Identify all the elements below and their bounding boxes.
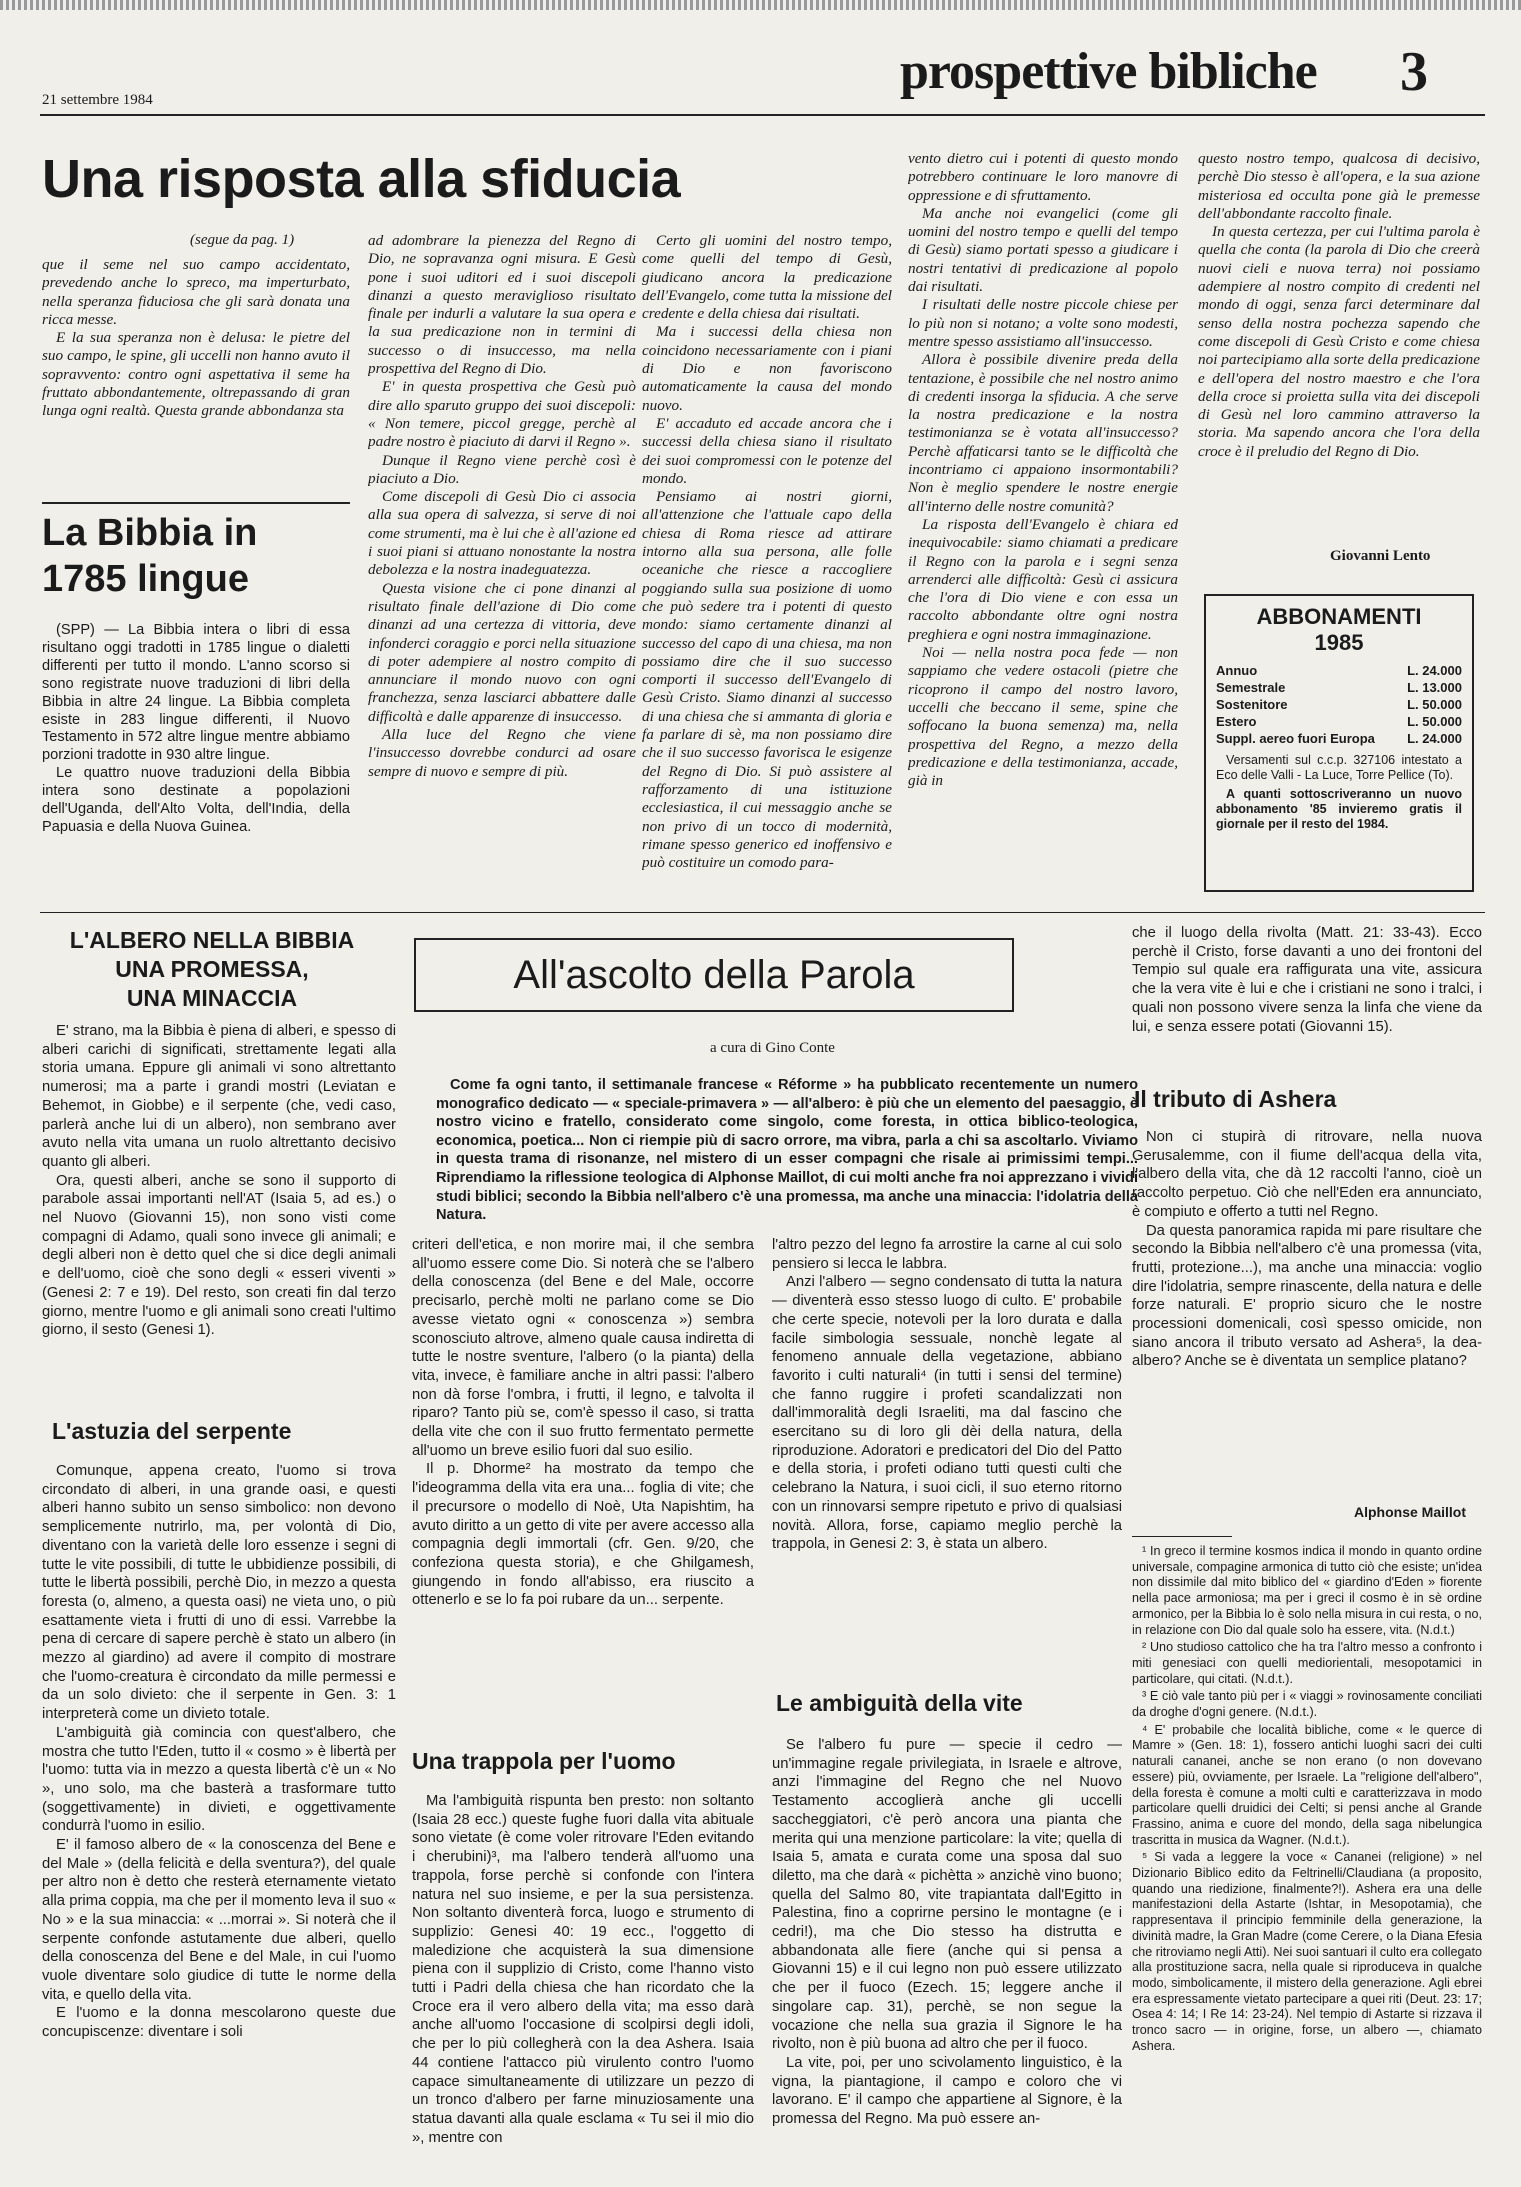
lead-signature: Giovanni Lento <box>1330 548 1431 564</box>
trappola-title: Una trappola per l'uomo <box>412 1748 676 1774</box>
paragraph: criteri dell'etica, e non morire mai, il che sembra all'uomo essere come Dio. Si noterà che se l'albero della conoscenza (del Bene e del Male, occorre precisarlo, perchè molti ne parlano come se Dio avesse vietato ogni « conoscenza ») sembra sconosciuto altrove, almeno quale causa indiretta di tutte le nostre sventure, l'albero (o la pianta) della vita, invece, è familiare anche in altri passi: l'albero non dà forse l'ombra, i frutti, il legno, e talvolta il riparo? Tanto più se, com'è spesso il caso, si tratta della vite che con il suo frutto fermentato permette all'uomo un breve esilio fuori dal suo esilio. <box>412 1237 754 1459</box>
footnotes <box>1132 1544 1482 2178</box>
paragraph: E' in questa prospettiva che Gesù può dire allo sparuto gruppo dei suoi discepoli: « Non temere, piccol gregge, perchè al padre nostro è piaciuto di darvi il Regno ». <box>368 378 636 451</box>
paragraph: L'ambiguità già comincia con quest'albero, che mostra che tutto l'Eden, tutto il « cosmo » è libertà per l'uomo: tutta via in mezzo a questa libertà c'è un « No », uno solo, ma che basterà a trasformare tutto (soggettivamente) in divieti, e oggettivamente condurrà l'uomo in esilio. <box>42 1724 396 1835</box>
albero-title-line: L'ALBERO NELLA BIBBIA <box>69 927 355 953</box>
ascolto-column-c-2 <box>1132 1128 1482 1498</box>
paragraph: Certo gli uomini del nostro tempo, come quelli del tempo di Gesù, giudicano ancora la predicazione dell'Evangelo, come tutta la missione del credente e della chiesa dai risultati. <box>642 232 892 323</box>
footnote: ² Uno studioso cattolico che ha tra l'altro messo a confronto i miti genesiaci con quelli mediorientali, mesopotamici in particolare, qui citati. (N.d.t.). <box>1132 1640 1482 1686</box>
paragraph: vento dietro cui i potenti di questo mondo potrebbero continuare le loro manovre di oppressione e di sfruttamento. <box>908 150 1178 204</box>
paragraph: Alla luce del Regno che viene l'insuccesso dovrebbe condurci ad osare sempre di nuovo e sempre di più. <box>368 726 636 780</box>
paragraph: Ma l'ambiguità rispunta ben presto: non soltanto (Isaia 28 ecc.) queste fughe fuori dalla vita abituale sono vietate (è come voler ritrovare l'Eden evitando i cherubini)³, ma l'albero tenderà all'uomo una trappola, forse perchè si confonde con l'intera natura nel suo insieme, e per la sua persistenza. Non soltanto diventerà forca, luogo e strumento di supplizio: Genesi 40: 19 ecc., l'oggetto di maledizione che acquisterà la sua dimensione piena con il supplizio di Cristo, come l'hanno visto tutti i Padri della chiesa che han ricordato che la Croce era il vero albero della vita; ma esso darà anche all'uomo l'occasione di scolpirsi degli idoli, che per lo più collegherà con la dea Ashera. Isaia 44 contiene l'attacco più virulento contro l'uomo capace simultaneamente di utilizzare un pezzo di un tronco d'albero per farne minuziosamente una statua davanti alla quale esclama « Tu sei il mio dio », mentre con <box>412 1793 754 2146</box>
paragraph: Pensiamo ai nostri giorni, all'attenzione che l'attuale capo della chiesa di Roma riesce ad attirare intorno alla sua persona, alle folle oceaniche che riesce a raccogliere poggiando sulla sua posizione di uomo che può sedere tra i potenti di questo mondo: siamo certamente dinanzi al successo del capo di una chiesa, ma non possiamo dire che il suo successo comporti il successo dell'Evangelo di Gesù Cristo. Siamo dinanzi al successo di una chiesa che si ammanta di gloria e fa parlare di sè, ma non possiamo dire che il suo successo favorisca le esigenze del Regno di Dio. Si può assistere al rafforzamento di una istituzione ecclesiastica, il cui messaggio anche se non privo di un tocco di modernità, rimane spesso generico ed inoffensivo e può costituire un comodo para- <box>642 488 892 872</box>
paragraph: E' strano, ma la Bibbia è piena di alberi, e spesso di alberi carichi di significati, strettamente legati alla storia umana. Eppure gli animali vi sono altrettanto numerosi; ma a parte i grandi mostri (Leviatan e Behemot, in Giobbe) e il serpente (che, vedi caso, parlerà anche lui di un albero), non sembrano aver avuto nella vita umana un ruolo altrettanto decisivo quanto gli alberi. <box>42 1023 396 1170</box>
subscription-price: L. 13.000 <box>1407 680 1462 695</box>
subscription-row <box>1216 679 1462 696</box>
bibbia-rule <box>42 502 350 504</box>
paragraph: l'altro pezzo del legno fa arrostire la carne al cui solo pensiero si lecca le labbra. <box>772 1237 1122 1272</box>
subscription-row <box>1216 696 1462 713</box>
subscription-price: L. 24.000 <box>1407 731 1462 746</box>
ascolto-signature: Alphonse Maillot <box>1354 1504 1466 1520</box>
lead-column-1 <box>42 256 350 486</box>
lead-column-5 <box>1198 150 1480 560</box>
subscription-price: L. 50.000 <box>1407 697 1462 712</box>
section-title: prospettive bibliche <box>900 43 1317 100</box>
subscription-title: ABBONAMENTI <box>1256 604 1422 629</box>
paragraph: La risposta dell'Evangelo è chiara ed inequivocabile: siamo chiamati a predicare il Regno con la parola e i segni senza arrenderci alle difficoltà: Gesù ci assicura che l'ora di Dio viene e con essa un raccolto abbondante oltre ogni nostra preghiera e ogni nostra immaginazione. <box>908 515 1178 643</box>
albero-title-line: UNA MINACCIA <box>126 985 298 1011</box>
paragraph: (SPP) — La Bibbia intera o libri di essa risultano oggi tradotti in 1785 lingue o dialetti differenti per tutto il mondo. L'anno scorso si sono registrate nuove traduzioni di libri della Bibbia in altre 24 lingue. La Bibbia completa esiste in 283 lingue differenti, il Nuovo Testamento in 572 altre lingue mentre abbiamo porzioni tradotte in 930 altre lingue. <box>42 622 350 764</box>
paragraph: La vite, poi, per uno scivolamento linguistico, è la vigna, la piantagione, il campo e coloro che vi lavorano. E' il campo che appartiene al Signore, è la promessa del Regno. Ma può essere an- <box>772 2054 1122 2128</box>
ascolto-column-a <box>412 1236 754 1726</box>
paragraph: In questa certezza, per cui l'ultima parola è quella che conta (la parola di Dio che creerà nuovi cieli e nuova terra) noi possiamo adempiere al nostro compito di credenti nel mondo di oggi, senza farci determinare dal senso della nostra pochezza sapendo che come discepoli di Gesù Cristo e come chiesa noi partecipiamo alla sorte della predicazione e dell'opera del nostro maestro e che l'ora della croce si proietta sulla vita dei discepoli di Gesù nel loro cammino attraverso la storia. Ma sapendo ancora che l'ora della croce è il preludio del Regno di Dio. <box>1198 223 1480 460</box>
footnote: ³ E ciò vale tanto più per i « viaggi » rovinosamente conciliati da droghe d'ogni genere. (N.d.t.). <box>1132 1689 1482 1720</box>
paragraph: Come fa ogni tanto, il settimanale francese « Réforme » ha pubblicato recentemente un numero monografico dedicato — « speciale-primavera » — all'albero: è più che un elemento del paesaggio, è nostro vicino e fratello, considerato come singolo, come foresta, in ottica biblico-teologica, economica, poetica... Non ci riempie più di sacro orrore, ma vibra, parla a chi sa ascoltarlo. Viviamo in questa trama di risonanze, nel mistero di un esser compagni che risale ai primissimi tempi... Riprendiamo la riflessione teologica di Alphonse Maillot, di cui molti anche fra noi apprezzano i vividi studi biblici; secondo la Bibbia nell'albero c'è una promessa, ma anche una minaccia: l'idolatria della Natura. <box>436 1077 1138 1224</box>
ascolto-column-b <box>772 1236 1122 1656</box>
subscription-label: Suppl. aereo fuori Europa <box>1216 731 1375 746</box>
paragraph: I risultati delle nostre piccole chiese per lo più non si notano; a volte sono modesti, mentre spesso assistiamo all'insuccesso. <box>908 296 1178 350</box>
subscription-payment: Versamenti sul c.c.p. 327106 intestato a Eco delle Valli - La Luce, Torre Pellice (To). <box>1216 753 1462 782</box>
paragraph: Ora, questi alberi, anche se sono il supporto di parabole assai importanti nell'AT (Isaia 5, ad es.) o nel Nuovo (Giovanni 15), non sono visti come compagni di Adamo, quali sono invece gli animali; e degli alberi non è detto quel che si dice degli animali e dell'uomo, cioè che sono degli « esseri viventi » (Genesi 2: 7 e 19). Del resto, son creati fin dal terzo giorno, mentre l'uomo e gli animali sono creati l'ultimo giorno, il sesto (Genesi 1). <box>42 1172 396 1339</box>
paragraph: Ma anche noi evangelici (come gli uomini del nostro tempo e quelli del tempo di Gesù) siamo portati spesso a giudicare i nostri tentativi di predicazione al popolo dai risultati. <box>908 204 1178 296</box>
paragraph: ad adombrare la pienezza del Regno di Dio, ne sopravanza ogni misura. E Gesù pone i suoi uditori ed i suoi discepoli dinanzi a questo meraviglioso risultato finale per indurli a valutare la sua opera e la sua predicazione non in termini di successo o di insuccesso, ma nella prospettiva del Regno di Dio. <box>368 232 636 378</box>
paragraph: Ma i successi della chiesa non coincidono necessariamente con i piani di Dio e non favoriscono automaticamente la causa del mondo nuovo. <box>642 323 892 414</box>
subscription-price: L. 24.000 <box>1407 663 1462 678</box>
lead-continued: (segue da pag. 1) <box>190 232 295 248</box>
page-number: 3 <box>1400 41 1428 103</box>
albero-title <box>42 926 382 1013</box>
ascolto-title-box <box>414 938 1014 1012</box>
paragraph: que il seme nel suo campo accidentato, prevedendo anche lo spreco, ma imperturbato, nella speranza fiduciosa che gli sarà donata una ricca messe. <box>42 256 350 328</box>
ascolto-column-a-2 <box>412 1792 754 2177</box>
subscription-row <box>1216 662 1462 679</box>
bibbia-body <box>42 622 350 902</box>
paragraph: Allora è possibile divenire preda della tentazione, è possibile che nel nostro animo di credenti insorga la sfiducia. A che serve la nostra predicazione e la nostra testimonianza se è votata all'insuccesso? Perchè affaticarsi tanto se le difficoltà che incontriamo ci appaiono insormontabili? Non è meglio spendere le nostre energie all'interno delle nostre comunità? <box>908 351 1178 515</box>
footnote: ⁵ Si vada a leggere la voce « Cananei (religione) » nel Dizionario Biblico edito da Feltrinelli/Claudiana (a proposito, quando una riedizione, finalmente?!). Ashera era una delle manifestazioni della Astarte (Ishtar, in Mesopotamia), che rappresentava il principio femminile della generazione, la divinità madre, la Gran Madre (come Cerere, o la Diana Efesia che ritroviamo negli Atti). Nei suoi santuari il culto era collegato alla prostituzione sacra, nella quale si riproduceva in qualche modo, simbolicamente, il mistero della generazione. Agli ebrei era espressamente vietato partecipare a quei riti (Deut. 23: 17; Osea 4: 14; I Re 14: 23-24). Nel tempio di Astarte si rizzava il tronco sacro — in origine, forse, un albero —, chiamato Ashera. <box>1132 1850 1482 2053</box>
paragraph: Dunque il Regno viene perchè così è piaciuto a Dio. <box>368 451 636 487</box>
paragraph: questo nostro tempo, qualcosa di decisivo, perchè Dio stesso è all'opera, e la sua azione misteriosa ed occulta pone già le premesse dell'abbondante raccolto finale. <box>1198 150 1480 222</box>
paragraph: E la sua speranza non è delusa: le pietre del suo campo, le spine, gli uccelli non hanno avuto il sopravvento: contro ogni aspettativa il seme ha fruttato abbondantemente, oltrepassando di gran lunga ogni realtà. Questa grande abbondanza sta <box>42 329 350 420</box>
bibbia-title-2: 1785 lingue <box>42 558 249 600</box>
ascolto-column-b-2 <box>772 1736 1122 2177</box>
subscription-label: Estero <box>1216 714 1257 729</box>
paragraph: Da questa panoramica rapida mi pare risultare che secondo la Bibbia nell'albero c'è una promessa (vita, frutti, protezione...), ma anche una minaccia: voglio dire l'idolatria, sempre rinascente, della natura e delle forze naturali. E' proprio sicuro che le nostre processioni domenicali, così spesso omicide, non siano ancora il tributo versato ad Ashera⁵, la dea-albero? Anche se è diventata un semplice platano? <box>1132 1222 1482 1370</box>
notes-rule <box>1132 1536 1232 1537</box>
ascolto-intro <box>436 1076 1138 1226</box>
astuzia-body <box>42 1462 396 2177</box>
paragraph: E l'uomo e la donna mescolarono queste due concupiscenze: diventare i soli <box>42 2005 396 2041</box>
subscription-label: Sostenitore <box>1216 697 1288 712</box>
subscription-offer: A quanti sottoscriveranno un nuovo abbonamento '85 invieremo gratis il giornale per il resto del 1984. <box>1216 787 1462 831</box>
paragraph: Non ci stupirà di ritrovare, nella nuova Gerusalemme, con il fiume dell'acqua della vita, l'albero della vita, che dà 12 raccolti l'anno, cioè un raccolto perpetuo. Ciò che nell'Eden era annunciato, è compiuto e offerto a tutti nel Regno. <box>1132 1129 1482 1220</box>
top-border <box>0 0 1521 10</box>
paragraph: Come discepoli di Gesù Dio ci associa alla sua opera di salvezza, si serve di noi come strumenti, ma è lui che è all'azione ed i suoi piani si attuano nonostante la nostra debolezza e la nostra inadeguatezza. <box>368 488 636 579</box>
paragraph: Le quattro nuove traduzioni della Bibbia intera sono destinate a popolazioni dell'Uganda, dell'Alto Volta, dell'India, della Papuasia e della Nuova Guinea. <box>42 765 350 835</box>
ascolto-title: All'ascolto della Parola <box>513 953 915 997</box>
paragraph: Comunque, appena creato, l'uomo si trova circondato di alberi, in una grande oasi, e questi alberi hanno subito un senso simbolico: non devono semplicemente nutrirlo, ma, per volontà di Dio, diventano con la varietà delle loro essenze i segni di tutte le vite possibili, di tutte le ubbidienze possibili, di tutte le libertà possibili, perchè Dio, in mezzo a questa foresta (o, almeno, a questa oasi) ne vieta uno, o più esattamente vieta i frutti di uno di essi. Varrebbe la pena di cercare di sapere perchè è stato un albero (in mezzo al giardino) ad avere il compito di mostrare che l'uomo-creatura è circondato da mille permessi e da un solo divieto: che il serpente in Gen. 3: 1 interpreterà come un divieto totale. <box>42 1463 396 1723</box>
subscription-price-list <box>1216 662 1462 747</box>
lead-column-4 <box>908 150 1178 900</box>
paragraph: Anzi l'albero — segno condensato di tutta la natura — diventerà esso stesso luogo di culto. E' probabile che certe specie, notevoli per la loro durata e dalla facile simbologia sessuale, nonchè legate al fenomeno annuale della vegetazione, abbiano favorito i culti naturali⁴ (in tutti i sensi del termine) che fanno ruggire i profeti scandalizzati non dall'immoralità degli Israeliti, ma dal fascino che esercitano su di loro gli dèi della natura, della riproduzione. Adoratori e predicatori del Dio del Patto e della storia, i profeti odiano tutti questi culti che celebrano la Natura, i suoi cicli, il suo eterno ritorno con un rinnovarsi sempre ripetuto e privo di qualsiasi novità. Allora, forse, capiamo meglio perchè la trappola, in Genesi 2: 3, è stata un albero. <box>772 1274 1122 1553</box>
tributo-title: Il tributo di Ashera <box>1134 1086 1337 1112</box>
ascolto-column-c <box>1132 924 1482 1074</box>
footnote: ¹ In greco il termine kosmos indica il mondo in quanto ordine universale, compagine armonica di tutto ciò che esiste; un'idea non dissimile dal mito biblico del « giardino d'Eden » fiorente nella pace armoniosa; ma per i greci il cosmo è in sè ordine armonico, per la Bibbia lo è solo nella misura in cui resta, o no, in relazione con Dio dal quale solo ha essere, vita. (N.d.t.) <box>1132 1544 1482 1637</box>
ascolto-byline: a cura di Gino Conte <box>710 1040 835 1056</box>
astuzia-title: L'astuzia del serpente <box>52 1418 292 1444</box>
paragraph: che il luogo della rivolta (Matt. 21: 33-43). Ecco perchè il Cristo, forse davanti a uno dei frontoni del Tempio sul quale era raffigurata una vite, assicura che la vera vite è lui e che i cristiani ne sono i tralci, i quali non possono vivere senza la linfa che viene da lui, e senza essere potati (Giovanni 15). <box>1132 925 1482 1035</box>
subscription-row <box>1216 730 1462 747</box>
subscription-box <box>1204 594 1474 892</box>
issue-date: 21 settembre 1984 <box>42 92 153 108</box>
masthead-rule <box>40 114 1485 116</box>
lead-column-2 <box>368 232 636 900</box>
subscription-label: Semestrale <box>1216 680 1286 695</box>
subscription-label: Annuo <box>1216 663 1258 678</box>
paragraph: E' il famoso albero de « la conoscenza del Bene e del Male » (della felicità e della sventura?), del quale per altro non è detto che resterà eternamente vietato alla prima coppia, ma che per il momento leva il suo « No » e la sua minaccia: « ...morrai ». Si noterà che il serpente confonde astutamente due alberi, quello della conoscenza del Bene e del Male, in cui l'uomo vuole diventare solo giudice di tutte le norme della vita, e quello della vita. <box>42 1837 396 2003</box>
paragraph: E' accaduto ed accade ancora che i successi della chiesa siano il risultato dei suoi compromessi con le potenze del mondo. <box>642 414 892 487</box>
subscription-price: L. 50.000 <box>1407 714 1462 729</box>
lead-column-3 <box>642 232 892 900</box>
section-divider <box>40 912 1485 913</box>
albero-title-line: UNA PROMESSA, <box>115 956 309 982</box>
subscription-row <box>1216 713 1462 730</box>
bibbia-title-1: La Bibbia in <box>42 512 258 554</box>
paragraph: Noi — nella nostra poca fede — non sappiamo che vedere ostacoli (pietre che ricoprono il campo del nostro lavoro, uccelli che beccano il seme, spine che soffocano la buona semenza) ma, nella prospettiva del Regno, a mezzo della predicazione e della testimonianza, accade, già in <box>908 644 1178 790</box>
paragraph: Questa visione che ci pone dinanzi al risultato finale dell'azione di Dio come dinanzi ad una certezza di vittoria, deve infonderci coraggio e porci nella situazione di poter adempiere al nostro compito di annunciare il mondo nuovo con ogni franchezza, senza lasciarci abbattere dalle difficoltà e dalle apparenze di insuccesso. <box>368 579 636 725</box>
subscription-year: 1985 <box>1314 630 1364 655</box>
paragraph: Se l'albero fu pure — specie il cedro — un'immagine regale privilegiata, in Israele e altrove, anzi l'immagine del Regno che nel Nuovo Testamento accoglierà anche gli uccelli saccheggiatori, c'è però ancora una pianta che merita qui una menzione particolare: la vite; quella di Isaia 5, amata e curata come una sposa dal suo diletto, ma che darà « pichètta » anzichè vino buono; quella del Salmo 80, vite trapiantata dall'Egitto in Palestina, fino a coprirne persino le montagne (e i cedri!), ma che Dio stesso ha distrutta e abbandonata alle fiere (anche qui si pensa a Giovanni 15) e il cui legno non può essere utilizzato che per il fuoco (Ezech. 15; leggere anche il singolare cap. 31), perchè, se non segue la vocazione che nella sua grazia il Signore le ha rivolto, non è più buona ad altro che per il fuoco. <box>772 1737 1122 2053</box>
lead-title: Una risposta alla sfiducia <box>42 149 681 209</box>
footnote: ⁴ E' probabile che località bibliche, come « le querce di Mamre » (Gen. 18: 1), fossero antichi luoghi sacri dei culti naturali cananei, anche se non erano (o non dovevano essere) più, ovviamente, per Israele. La "religione dell'albero", della foresta è comune a molti culti e caratterizzava in modo particolare quelli druidici dei Celti; si pensi anche al Grande Frassino, anima e cuore del mondo, della saga nibelungica trascritta in musica da Wagner. (N.d.t.). <box>1132 1722 1482 1847</box>
paragraph: Il p. Dhorme² ha mostrato da tempo che l'ideogramma della vita era una... foglia di vite; che il precursore o modello di Noè, Uta Napishtim, ha avuto diritto a un getto di vite per avere accesso alla compagnia degli immortali (cfr. Gen. 9/20, che confeziona questa storia), e che Ghilgamesh, giungendo in fondo all'abisso, era riuscito a ottenerlo e se lo fa poi rubare da un... serpente. <box>412 1461 754 1609</box>
ambiguita-title: Le ambiguità della vite <box>776 1690 1023 1716</box>
albero-body <box>42 1022 396 1422</box>
